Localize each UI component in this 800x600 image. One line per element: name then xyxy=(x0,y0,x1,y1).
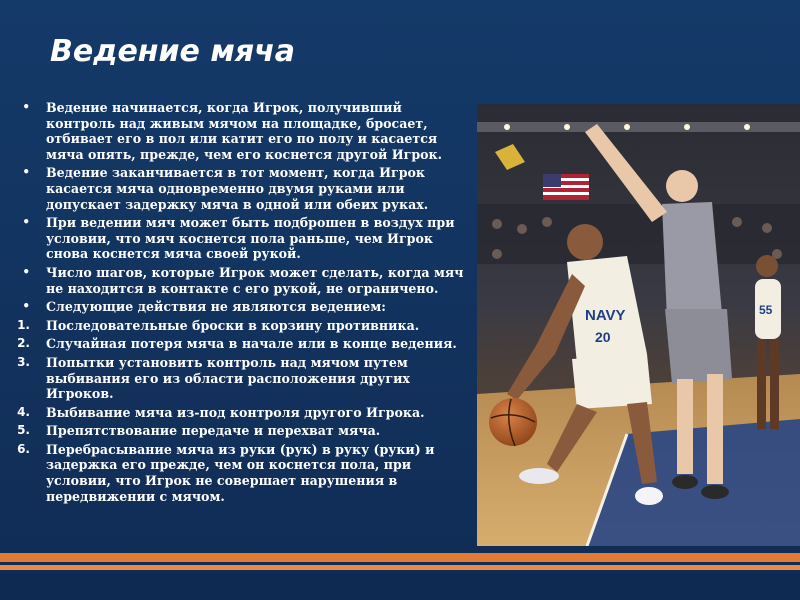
numbered-item xyxy=(0,442,470,504)
list-number: 2. xyxy=(17,336,30,351)
list-item-text: Препятствование передаче и перехват мяча. xyxy=(46,423,381,439)
list-item-text: Ведение заканчивается в тот момент, когда Игрок касается мяча одновременно двумя руками или допускает задержку мяча в одной или обеих руках. xyxy=(46,165,429,212)
list-item-text: Число шагов, которые Игрок может сделать, когда мяч не находится в контакте с его рукой, не ограничено. xyxy=(46,264,464,296)
list-marker: • xyxy=(22,215,30,230)
jersey-number-left: 20 xyxy=(595,329,611,345)
list-item-text: Перебрасывание мяча из руки (рук) в руку (руки) и задержка его прежде, чем он коснется пола, при условии, что Игрок не совершает нарушения в передвижении с мячом. xyxy=(46,441,435,504)
list-item xyxy=(0,265,470,296)
ceiling-lights xyxy=(477,122,800,132)
numbered-item xyxy=(0,318,470,334)
numbered-item xyxy=(0,336,470,352)
list-item xyxy=(0,165,470,212)
list-marker: • xyxy=(22,299,30,314)
stands xyxy=(477,204,800,264)
list-item-text: При ведении мяч может быть подброшен в воздух при условии, что мяч коснется пола раньше, чем Игрок снова коснется мяча своей рукой. xyxy=(46,215,455,262)
footer-band xyxy=(0,573,800,600)
list-number: 1. xyxy=(17,317,30,332)
list-number: 4. xyxy=(17,404,30,419)
numbered-item xyxy=(0,423,470,439)
content-list xyxy=(0,100,470,507)
list-number: 6. xyxy=(17,441,30,456)
list-item-text: Выбивание мяча из-под контроля другого Игрока. xyxy=(46,404,425,420)
basketball-photo xyxy=(477,104,800,546)
jersey-text-left: NAVY xyxy=(585,307,626,324)
list-marker: • xyxy=(22,165,30,180)
list-item-text: Следующие действия не являются ведением: xyxy=(46,299,386,315)
list-marker: • xyxy=(22,100,30,114)
list-item-text: Случайная потеря мяча в начале или в конце ведения. xyxy=(46,336,457,352)
jersey-number-right: 55 xyxy=(759,303,773,317)
list-number: 3. xyxy=(17,354,30,369)
slide-title: Ведение мяча xyxy=(50,34,295,69)
numbered-item xyxy=(0,355,470,402)
list-item xyxy=(0,299,470,315)
list-marker: • xyxy=(22,264,30,279)
decor-stripe xyxy=(0,565,800,570)
decor-stripe xyxy=(0,553,800,562)
list-item-text: Ведение начинается, когда Игрок, получивший контроль над живым мячом на площадке, бросает, отбивает его в пол или катит его по полу и касается мяча опять, прежде, чем его коснется другой Игрок. xyxy=(46,100,443,162)
list-item xyxy=(0,215,470,262)
list-number: 5. xyxy=(17,423,30,438)
list-item-text: Последовательные броски в корзину противника. xyxy=(46,317,420,333)
basketball-photo-icon xyxy=(477,104,800,546)
list-item-text: Попытки установить контроль над мячом путем выбивания его из области расположения других Игроков. xyxy=(46,354,410,402)
american-flag xyxy=(543,174,589,200)
list-item xyxy=(0,100,470,162)
numbered-item xyxy=(0,405,470,421)
